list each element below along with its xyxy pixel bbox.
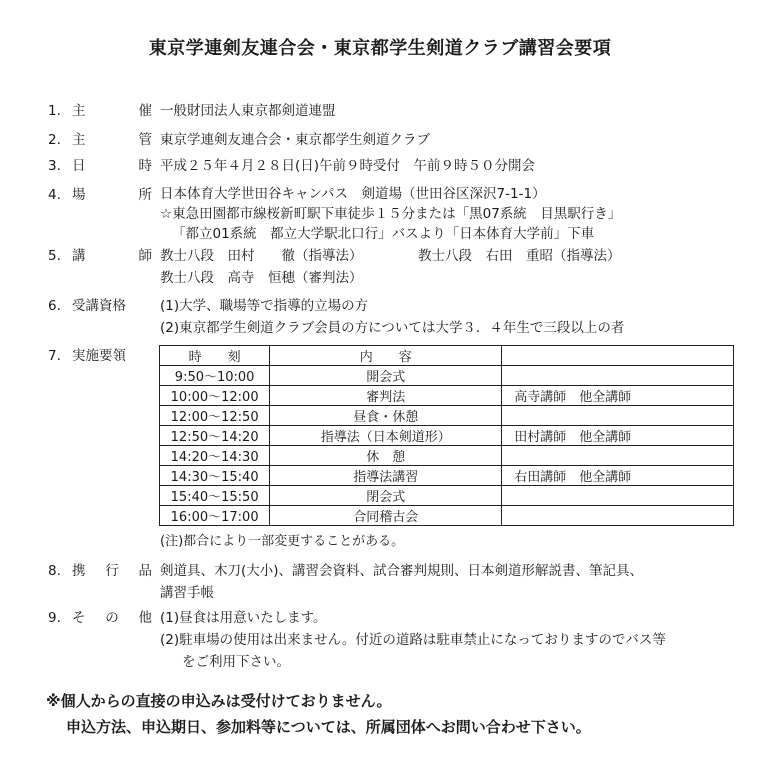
instructor-cell (502, 486, 734, 506)
content-cell: 指導法講習 (270, 466, 502, 486)
table-row (160, 446, 734, 466)
item-text: (2)駐車場の使用は出来ません。付近の道路は駐車禁止になっておりますのでバス等 (160, 632, 666, 648)
table-row (160, 506, 734, 526)
table-row (160, 406, 734, 426)
column-header (502, 346, 734, 366)
time-cell: 10:00〜12:00 (160, 386, 270, 406)
time-cell: 9:50〜10:00 (160, 366, 270, 386)
item-label: 携 行 品 (72, 563, 152, 579)
content-cell: 開会式 (270, 366, 502, 386)
instructor-cell (502, 446, 734, 466)
item-text: 平成２５年４月２８日(日)午前９時受付 午前９時５０分開会 (160, 158, 536, 174)
item-label: 講 師 (72, 248, 152, 264)
item-number: 2. (48, 132, 61, 148)
content-cell: 閉会式 (270, 486, 502, 506)
item-label: 受講資格 (72, 298, 126, 314)
table-row (160, 366, 734, 386)
content-cell: 審判法 (270, 386, 502, 406)
time-cell: 12:00〜12:50 (160, 406, 270, 426)
item-text: 「都立01系統 都立大学駅北口行」バスより「日本体育大学前」下車 (172, 226, 595, 242)
item-text: (2)東京都学生剣道クラブ会員の方については大学３．４年生で三段以上の者 (160, 320, 625, 336)
column-header: 内 容 (270, 346, 502, 366)
item-label: 場 所 (72, 187, 152, 203)
column-header: 時 刻 (160, 346, 270, 366)
time-cell: 14:20〜14:30 (160, 446, 270, 466)
item-number: 8. (48, 563, 61, 579)
instructor-cell (502, 506, 734, 526)
content-cell: 指導法（日本剣道形） (270, 426, 502, 446)
item-text: 一般財団法人東京都剣道連盟 (160, 103, 336, 119)
item-number: 1. (48, 103, 61, 119)
instructor-name: 教士八段 田村 徹（指導法） (160, 248, 363, 264)
instructor-name: 教士八段 高寺 恒穂（審判法） (160, 270, 363, 286)
item-label: 実施要領 (72, 348, 126, 364)
time-cell: 14:30〜15:40 (160, 466, 270, 486)
instructor-name: 教士八段 右田 重昭（指導法） (418, 248, 621, 264)
item-text: 剣道具、木刀(大小)、講習会資料、試合審判規則、日本剣道形解説書、筆記具、 (160, 563, 644, 579)
content-cell: 休 憩 (270, 446, 502, 466)
item-number: 6. (48, 298, 61, 314)
table-header-row (160, 346, 734, 366)
schedule-note: (注)都合により一部変更することがある。 (160, 534, 405, 549)
instructor-cell: 右田講師 他全講師 (502, 466, 734, 486)
item-label: 主 催 (72, 103, 152, 119)
item-label: 主 管 (72, 132, 152, 148)
table-row (160, 486, 734, 506)
document-title: 東京学連剣友連合会・東京都学生剣道クラブ講習会要項 (148, 38, 612, 59)
content-cell: 昼食・休憩 (270, 406, 502, 426)
item-text: 講習手帳 (160, 585, 214, 601)
footer-contact: 申込方法、申込期日、参加料等については、所属団体へお問い合わせ下さい。 (66, 718, 591, 736)
item-number: 7. (48, 348, 61, 364)
table-row (160, 386, 734, 406)
item-number: 9. (48, 610, 61, 626)
item-label: 日 時 (72, 158, 152, 174)
item-text: 東京学連剣友連合会・東京都学生剣道クラブ (160, 132, 430, 148)
item-number: 5. (48, 248, 61, 264)
item-text: 日本体育大学世田谷キャンパス 剣道場（世田谷区深沢7-1-1） (160, 186, 546, 202)
item-text: ☆東急田園都市線桜新町駅下車徒歩１５分または「黒07系統 目黒駅行き」 (160, 206, 622, 222)
table-row (160, 426, 734, 446)
instructor-cell: 高寺講師 他全講師 (502, 386, 734, 406)
instructor-cell (502, 406, 734, 426)
time-cell: 15:40〜15:50 (160, 486, 270, 506)
item-label: そ の 他 (72, 610, 152, 626)
table-row (160, 466, 734, 486)
instructor-cell (502, 366, 734, 386)
item-text: (1)大学、職場等で指導的立場の方 (160, 298, 369, 314)
time-cell: 16:00〜17:00 (160, 506, 270, 526)
item-number: 4. (48, 187, 61, 203)
item-text: (1)昼食は用意いたします。 (160, 610, 327, 626)
item-number: 3. (48, 158, 61, 174)
schedule-table (159, 345, 734, 526)
time-cell: 12:50〜14:20 (160, 426, 270, 446)
footer-notice: ※個人からの直接の申込みは受付けておりません。 (46, 692, 392, 710)
content-cell: 合同稽古会 (270, 506, 502, 526)
instructor-cell: 田村講師 他全講師 (502, 426, 734, 446)
item-text: をご利用下さい。 (182, 654, 290, 670)
